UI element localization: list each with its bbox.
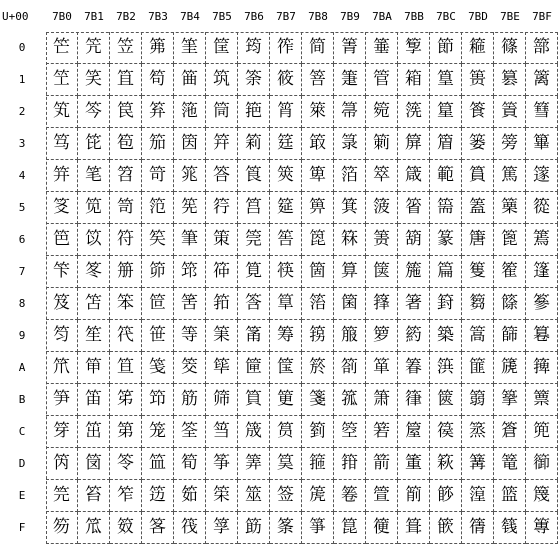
glyph-cell: 筝 <box>206 448 238 480</box>
glyph-cell: 箼 <box>398 416 430 448</box>
glyph-cell: 笧 <box>110 256 142 288</box>
glyph-cell: 笊 <box>46 352 78 384</box>
glyph-cell: 筀 <box>174 32 206 64</box>
glyph-cell: 箐 <box>334 32 366 64</box>
glyph-cell: 笋 <box>46 384 78 416</box>
glyph-cell: 筫 <box>238 384 270 416</box>
glyph-cell: 箥 <box>366 192 398 224</box>
column-header: 7B3 <box>148 10 168 23</box>
row-header: 6 <box>18 233 26 246</box>
glyph-cell: 笜 <box>78 416 110 448</box>
glyph-cell: 等 <box>174 320 206 352</box>
glyph-cell: 筏 <box>174 512 206 544</box>
glyph-cell: 笶 <box>142 224 174 256</box>
glyph-cell: 笸 <box>142 288 174 320</box>
glyph-cell: 签 <box>270 480 302 512</box>
glyph-cell: 篟 <box>462 512 494 544</box>
glyph-cell: 箺 <box>398 352 430 384</box>
glyph-cell: 笴 <box>142 160 174 192</box>
glyph-cell: 篋 <box>430 384 462 416</box>
glyph-cell: 箧 <box>366 256 398 288</box>
glyph-cell: 箙 <box>334 320 366 352</box>
glyph-cell: 篎 <box>430 480 462 512</box>
glyph-cell: 筍 <box>174 448 206 480</box>
glyph-cell: 篪 <box>494 352 526 384</box>
glyph-cell: 笩 <box>110 320 142 352</box>
glyph-cell: 篌 <box>430 416 462 448</box>
glyph-cell: 笽 <box>142 448 174 480</box>
glyph-cell: 箬 <box>366 416 398 448</box>
glyph-cell: 篘 <box>462 288 494 320</box>
glyph-cell: 笹 <box>142 320 174 352</box>
glyph-cell: 篻 <box>526 384 558 416</box>
glyph-cell: 筇 <box>174 256 206 288</box>
glyph-cell: 箳 <box>398 128 430 160</box>
glyph-cell: 笉 <box>46 320 78 352</box>
glyph-cell: 篤 <box>494 160 526 192</box>
glyph-cell: 筄 <box>174 160 206 192</box>
glyph-cell: 篖 <box>462 224 494 256</box>
glyph-cell: 筿 <box>270 512 302 544</box>
glyph-cell: 篊 <box>430 352 462 384</box>
glyph-cell: 篒 <box>462 96 494 128</box>
glyph-cell: 筼 <box>270 416 302 448</box>
glyph-cell: 筰 <box>270 32 302 64</box>
glyph-cell: 笔 <box>78 160 110 192</box>
glyph-cell: 箞 <box>334 480 366 512</box>
glyph-cell: 筷 <box>270 256 302 288</box>
column-header: 7B8 <box>308 10 328 23</box>
row-header: 4 <box>18 169 26 182</box>
glyph-cell: 箆 <box>302 224 334 256</box>
glyph-cell: 箝 <box>334 448 366 480</box>
glyph-cell: 箎 <box>302 480 334 512</box>
glyph-cell: 篽 <box>526 448 558 480</box>
glyph-cell: 筩 <box>238 320 270 352</box>
glyph-cell: 節 <box>430 32 462 64</box>
glyph-cell: 筗 <box>206 256 238 288</box>
glyph-cell: 箨 <box>366 288 398 320</box>
glyph-cell: 篳 <box>526 128 558 160</box>
glyph-cell: 笡 <box>110 64 142 96</box>
glyph-cell: 笂 <box>46 96 78 128</box>
glyph-cell: 筹 <box>270 320 302 352</box>
glyph-cell: 笳 <box>142 128 174 160</box>
glyph-cell: 笚 <box>78 352 110 384</box>
glyph-cell: 筬 <box>238 416 270 448</box>
glyph-cell: 箮 <box>366 480 398 512</box>
glyph-cell: 箱 <box>398 64 430 96</box>
glyph-cell: 篈 <box>430 288 462 320</box>
glyph-cell: 篱 <box>526 64 558 96</box>
glyph-cell: 篿 <box>526 512 558 544</box>
glyph-cell: 箍 <box>302 448 334 480</box>
glyph-cell: 篫 <box>494 384 526 416</box>
glyph-cell: 箠 <box>366 32 398 64</box>
character-grid <box>46 32 558 544</box>
glyph-cell: 篗 <box>462 256 494 288</box>
glyph-cell: 篜 <box>462 416 494 448</box>
glyph-cell: 策 <box>206 224 238 256</box>
glyph-cell: 管 <box>366 64 398 96</box>
glyph-cell: 笖 <box>78 224 110 256</box>
glyph-cell: 箦 <box>366 224 398 256</box>
glyph-cell: 筚 <box>206 352 238 384</box>
glyph-cell: 筐 <box>206 32 238 64</box>
glyph-cell: 笏 <box>46 512 78 544</box>
glyph-cell: 築 <box>430 320 462 352</box>
glyph-cell: 笱 <box>142 64 174 96</box>
glyph-cell: 笮 <box>110 480 142 512</box>
glyph-cell: 笓 <box>78 128 110 160</box>
glyph-cell: 笐 <box>78 32 110 64</box>
glyph-cell: 筢 <box>238 96 270 128</box>
glyph-cell: 笨 <box>110 288 142 320</box>
glyph-cell: 篞 <box>462 480 494 512</box>
glyph-cell: 箒 <box>334 96 366 128</box>
row-header: B <box>18 393 26 406</box>
glyph-cell: 笷 <box>142 256 174 288</box>
glyph-cell: 筭 <box>238 448 270 480</box>
column-header: 7BE <box>500 10 520 23</box>
glyph-cell: 笣 <box>110 128 142 160</box>
glyph-cell: 筅 <box>174 192 206 224</box>
glyph-cell: 箑 <box>334 64 366 96</box>
glyph-cell: 筺 <box>270 352 302 384</box>
glyph-cell: 箊 <box>302 352 334 384</box>
glyph-cell: 箘 <box>334 288 366 320</box>
glyph-cell: 筑 <box>206 64 238 96</box>
glyph-cell: 箛 <box>334 384 366 416</box>
row-header: E <box>18 489 26 502</box>
glyph-cell: 篠 <box>494 32 526 64</box>
glyph-cell: 篃 <box>430 128 462 160</box>
glyph-cell: 筲 <box>270 96 302 128</box>
glyph-cell: 箃 <box>302 128 334 160</box>
glyph-cell: 箷 <box>398 256 430 288</box>
glyph-cell: 篅 <box>430 192 462 224</box>
glyph-cell: 筥 <box>238 192 270 224</box>
glyph-cell: 箿 <box>398 512 430 544</box>
glyph-cell: 筽 <box>270 448 302 480</box>
row-header: 5 <box>18 201 26 214</box>
glyph-cell: 筈 <box>174 288 206 320</box>
glyph-cell: 箄 <box>302 160 334 192</box>
glyph-cell: 笞 <box>78 480 110 512</box>
glyph-cell: 筘 <box>206 288 238 320</box>
glyph-cell: 篷 <box>526 256 558 288</box>
glyph-cell: 篆 <box>430 224 462 256</box>
glyph-cell: 笵 <box>142 192 174 224</box>
glyph-cell: 篮 <box>494 480 526 512</box>
glyph-cell: 筙 <box>206 320 238 352</box>
glyph-cell: 简 <box>302 32 334 64</box>
glyph-cell: 筳 <box>270 128 302 160</box>
glyph-cell: 箹 <box>398 320 430 352</box>
glyph-cell: 箖 <box>334 224 366 256</box>
glyph-cell: 笒 <box>78 96 110 128</box>
glyph-cell: 筌 <box>174 416 206 448</box>
glyph-cell: 箭 <box>366 448 398 480</box>
glyph-cell: 箌 <box>302 416 334 448</box>
row-header: 0 <box>18 41 26 54</box>
row-header: C <box>18 425 26 438</box>
glyph-cell: 篯 <box>494 512 526 544</box>
glyph-cell: 箁 <box>302 64 334 96</box>
glyph-cell: 笟 <box>78 512 110 544</box>
glyph-cell: 篔 <box>462 160 494 192</box>
row-header: 2 <box>18 105 26 118</box>
glyph-cell: 筠 <box>238 32 270 64</box>
glyph-cell: 筮 <box>238 480 270 512</box>
glyph-cell: 篡 <box>494 64 526 96</box>
glyph-cell: 箕 <box>334 192 366 224</box>
glyph-cell: 笤 <box>110 160 142 192</box>
glyph-cell: 箢 <box>366 96 398 128</box>
glyph-cell: 箜 <box>334 416 366 448</box>
glyph-cell: 笅 <box>46 192 78 224</box>
glyph-cell: 篙 <box>462 320 494 352</box>
glyph-cell: 笺 <box>142 352 174 384</box>
glyph-cell: 篥 <box>494 192 526 224</box>
glyph-cell: 笕 <box>78 192 110 224</box>
glyph-cell: 篝 <box>462 448 494 480</box>
glyph-cell: 筨 <box>238 288 270 320</box>
glyph-cell: 笢 <box>110 96 142 128</box>
glyph-cell: 篨 <box>494 288 526 320</box>
row-header: 9 <box>18 329 26 342</box>
glyph-cell: 筃 <box>174 128 206 160</box>
glyph-cell: 第 <box>110 416 142 448</box>
glyph-cell: 筟 <box>206 512 238 544</box>
glyph-cell: 筶 <box>270 224 302 256</box>
column-header: 7B4 <box>180 10 200 23</box>
glyph-cell: 篹 <box>526 320 558 352</box>
glyph-cell: 筦 <box>238 224 270 256</box>
glyph-cell: 筋 <box>174 384 206 416</box>
glyph-cell: 筆 <box>174 224 206 256</box>
glyph-cell: 篕 <box>462 192 494 224</box>
glyph-cell: 筪 <box>238 352 270 384</box>
glyph-cell: 篶 <box>526 224 558 256</box>
glyph-cell: 篲 <box>526 96 558 128</box>
glyph-cell: 箤 <box>366 160 398 192</box>
glyph-cell: 笼 <box>142 416 174 448</box>
glyph-cell: 篴 <box>526 160 558 192</box>
column-header: 7BC <box>436 10 456 23</box>
glyph-cell: 筒 <box>206 96 238 128</box>
glyph-cell: 笃 <box>46 128 78 160</box>
glyph-cell: 笍 <box>46 448 78 480</box>
glyph-cell: 篼 <box>526 416 558 448</box>
glyph-cell: 筡 <box>238 64 270 96</box>
glyph-cell: 筴 <box>270 160 302 192</box>
glyph-cell: 箾 <box>398 480 430 512</box>
glyph-cell: 篂 <box>430 96 462 128</box>
column-header: 7B1 <box>84 10 104 23</box>
glyph-cell: 筸 <box>270 288 302 320</box>
glyph-cell: 筛 <box>206 384 238 416</box>
glyph-cell: 篭 <box>494 448 526 480</box>
glyph-cell: 篢 <box>494 96 526 128</box>
glyph-cell: 笙 <box>78 320 110 352</box>
column-header: 7B5 <box>212 10 232 23</box>
glyph-cell: 篑 <box>462 64 494 96</box>
glyph-cell: 篦 <box>494 224 526 256</box>
column-header: 7B6 <box>244 10 264 23</box>
glyph-cell: 箇 <box>302 256 334 288</box>
column-header: 7B7 <box>276 10 296 23</box>
glyph-cell: 笝 <box>78 448 110 480</box>
glyph-cell: 篸 <box>526 288 558 320</box>
column-header: 7B9 <box>340 10 360 23</box>
glyph-cell: 箴 <box>398 160 430 192</box>
glyph-cell: 篚 <box>462 352 494 384</box>
glyph-cell: 笫 <box>110 384 142 416</box>
glyph-cell: 笥 <box>110 192 142 224</box>
column-header: 7B0 <box>52 10 72 23</box>
row-header: A <box>18 361 26 374</box>
glyph-cell: 答 <box>206 160 238 192</box>
glyph-cell: 箻 <box>398 384 430 416</box>
glyph-cell: 笭 <box>110 448 142 480</box>
row-header: D <box>18 457 26 470</box>
column-header: 7BF <box>532 10 552 23</box>
row-header: 8 <box>18 297 26 310</box>
glyph-cell: 篓 <box>462 128 494 160</box>
glyph-cell: 範 <box>430 160 462 192</box>
glyph-cell: 笁 <box>46 64 78 96</box>
glyph-cell: 算 <box>334 256 366 288</box>
glyph-cell: 筂 <box>174 96 206 128</box>
glyph-cell: 笘 <box>78 288 110 320</box>
glyph-cell: 笎 <box>46 480 78 512</box>
glyph-cell: 箰 <box>398 32 430 64</box>
glyph-cell: 笰 <box>142 32 174 64</box>
glyph-cell: 笠 <box>110 32 142 64</box>
glyph-cell: 筊 <box>174 352 206 384</box>
glyph-cell: 篾 <box>526 480 558 512</box>
glyph-cell: 篣 <box>494 128 526 160</box>
glyph-cell: 筜 <box>206 416 238 448</box>
glyph-cell: 箯 <box>366 512 398 544</box>
row-header: 1 <box>18 73 26 86</box>
glyph-cell: 箂 <box>302 96 334 128</box>
glyph-cell: 筯 <box>238 512 270 544</box>
glyph-cell: 箋 <box>302 384 334 416</box>
glyph-cell: 箫 <box>366 384 398 416</box>
glyph-cell: 笑 <box>78 64 110 96</box>
glyph-cell: 箓 <box>334 128 366 160</box>
glyph-cell: 笻 <box>142 384 174 416</box>
glyph-cell: 箲 <box>398 96 430 128</box>
glyph-cell: 笗 <box>78 256 110 288</box>
glyph-cell: 笲 <box>142 96 174 128</box>
glyph-cell: 筞 <box>206 480 238 512</box>
column-header: 7B2 <box>116 10 136 23</box>
glyph-cell: 箚 <box>334 352 366 384</box>
glyph-cell: 笆 <box>46 224 78 256</box>
column-header: 7BA <box>372 10 392 23</box>
corner-label: U+00 <box>2 10 29 23</box>
glyph-cell: 篍 <box>430 448 462 480</box>
glyph-cell: 篺 <box>526 352 558 384</box>
glyph-cell: 符 <box>110 224 142 256</box>
glyph-cell: 篇 <box>430 256 462 288</box>
glyph-cell: 筕 <box>206 192 238 224</box>
glyph-cell: 笪 <box>110 352 142 384</box>
glyph-cell: 箩 <box>366 320 398 352</box>
glyph-cell: 笀 <box>46 32 78 64</box>
row-header: 3 <box>18 137 26 150</box>
glyph-cell: 箟 <box>334 512 366 544</box>
column-header: 7BB <box>404 10 424 23</box>
glyph-cell: 笯 <box>110 512 142 544</box>
glyph-cell: 筎 <box>174 480 206 512</box>
glyph-cell: 笿 <box>142 512 174 544</box>
glyph-cell: 筻 <box>270 384 302 416</box>
glyph-cell: 篐 <box>462 32 494 64</box>
column-header: 7BD <box>468 10 488 23</box>
glyph-cell: 箶 <box>398 224 430 256</box>
glyph-cell: 篁 <box>430 64 462 96</box>
glyph-cell: 篬 <box>494 416 526 448</box>
glyph-cell: 箈 <box>302 288 334 320</box>
glyph-cell: 笈 <box>46 288 78 320</box>
glyph-cell: 篧 <box>494 256 526 288</box>
row-header: 7 <box>18 265 26 278</box>
glyph-cell: 笾 <box>142 480 174 512</box>
glyph-cell: 篵 <box>526 192 558 224</box>
glyph-cell: 筓 <box>206 128 238 160</box>
glyph-cell: 筤 <box>238 160 270 192</box>
glyph-cell: 箅 <box>302 192 334 224</box>
glyph-cell: 筣 <box>238 128 270 160</box>
glyph-cell: 筧 <box>238 256 270 288</box>
glyph-cell: 篩 <box>494 320 526 352</box>
glyph-cell: 篰 <box>526 32 558 64</box>
glyph-cell: 筵 <box>270 192 302 224</box>
glyph-cell: 篛 <box>462 384 494 416</box>
glyph-cell: 箸 <box>398 288 430 320</box>
row-header: F <box>18 521 26 534</box>
glyph-cell: 箔 <box>334 160 366 192</box>
glyph-cell: 笌 <box>46 416 78 448</box>
glyph-cell: 箉 <box>302 320 334 352</box>
glyph-cell: 笛 <box>78 384 110 416</box>
glyph-cell: 筁 <box>174 64 206 96</box>
glyph-cell: 筱 <box>270 64 302 96</box>
glyph-cell: 笇 <box>46 256 78 288</box>
glyph-cell: 箏 <box>302 512 334 544</box>
glyph-cell: 篏 <box>430 512 462 544</box>
glyph-cell: 箽 <box>398 448 430 480</box>
glyph-cell: 箣 <box>366 128 398 160</box>
glyph-cell: 笄 <box>46 160 78 192</box>
glyph-cell: 箵 <box>398 192 430 224</box>
glyph-cell: 箪 <box>366 352 398 384</box>
